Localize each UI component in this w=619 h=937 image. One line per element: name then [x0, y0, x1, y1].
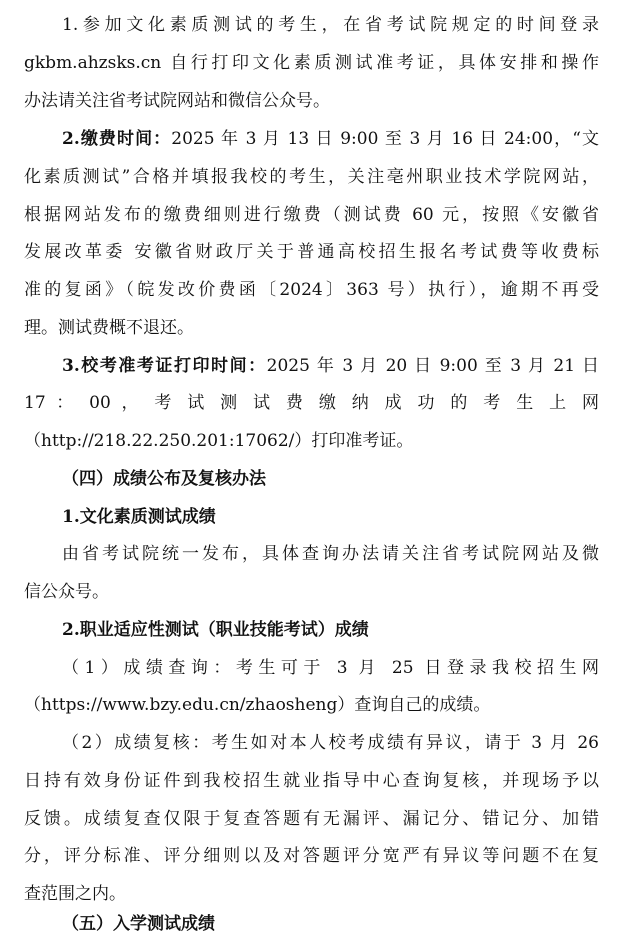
- paragraph-line: [24, 52, 599, 74]
- text-segment: 分，评分标准、评分细则以及对答题评分宽严有异议等问题不在复: [24, 846, 599, 866]
- text-segment: 根据网站发布的缴费细则进行缴费（测试费 60 元，按照《安徽省: [24, 205, 599, 225]
- paragraph-line: [62, 543, 599, 565]
- text-segment: 2025 年 3 月 13 日 9:00 至 3 月 16 日 24:00，“文: [171, 129, 599, 149]
- paragraph-line: [24, 90, 599, 112]
- text-segment: 办法请关注省考试院网站和微信公众号。: [24, 91, 330, 111]
- paragraph-line: [24, 845, 599, 867]
- paragraph-line: [24, 430, 599, 452]
- section-heading: [62, 468, 599, 490]
- text-segment: 化素质测试”合格并填报我校的考生，关注亳州职业技术学院网站，: [24, 167, 599, 187]
- item-heading: 3.校考准考证打印时间：: [62, 356, 267, 376]
- text-segment: （1）成绩查询：考生可于 3 月 25 日登录我校招生网: [62, 658, 599, 678]
- text-segment: 信公众号。: [24, 582, 109, 602]
- text-segment: 准的复函》（皖发改价费函〔2024〕363 号）执行），逾期不再受: [24, 280, 599, 300]
- paragraph-line: [24, 883, 599, 905]
- paragraph-line: [24, 204, 599, 226]
- text-segment: 17 ： 00 ， 考 试 测 试 费 缴 纳 成 功 的 考 生 上 网: [24, 393, 599, 413]
- paragraph-line: [24, 166, 599, 188]
- text-segment: 2025 年 3 月 20 日 9:00 至 3 月 21 日: [266, 356, 599, 376]
- text-segment: （http://218.22.250.201:17062/）打印准考证。: [24, 431, 414, 451]
- paragraph-line: [24, 241, 599, 263]
- section-heading-text: （四）成绩公布及复核办法: [62, 469, 266, 489]
- paragraph-line: [62, 128, 599, 150]
- text-segment: 反馈。成绩复查仅限于复查答题有无漏评、漏记分、错记分、加错: [24, 809, 599, 829]
- paragraph-line: [24, 770, 599, 792]
- text-segment: 理。测试费概不退还。: [24, 318, 194, 338]
- subsection-heading: [62, 506, 599, 528]
- paragraph-line: [62, 14, 599, 36]
- paragraph-line: [24, 808, 599, 830]
- paragraph-line: [24, 694, 599, 716]
- paragraph-line: [24, 581, 599, 603]
- text-segment: 1.参加文化素质测试的考生，在省考试院规定的时间登录: [62, 15, 599, 35]
- paragraph-line: [24, 317, 599, 339]
- paragraph-line: [62, 355, 599, 377]
- item-heading: 2.缴费时间：: [62, 129, 172, 149]
- subsection-heading: [62, 619, 599, 641]
- paragraph-line: [62, 657, 599, 679]
- text-segment: 由省考试院统一发布，具体查询办法请关注省考试院网站及微: [62, 544, 599, 564]
- text-segment: 日持有效身份证件到我校招生就业指导中心查询复核，并现场予以: [24, 771, 599, 791]
- paragraph-line: [62, 732, 599, 754]
- section-heading: [62, 913, 599, 935]
- text-segment: 查范围之内。: [24, 884, 126, 904]
- text-segment: gkbm.ahzsks.cn 自行打印文化素质测试准考证，具体安排和操作: [24, 53, 599, 73]
- paragraph-line: [24, 392, 599, 414]
- section-heading-text: （五）入学测试成绩: [62, 914, 215, 934]
- text-segment: （https://www.bzy.edu.cn/zhaosheng）查询自己的成绩。: [24, 695, 491, 715]
- subsection-heading-text: 2.职业适应性测试（职业技能考试）成绩: [62, 620, 369, 640]
- paragraph-line: [24, 279, 599, 301]
- text-segment: 发展改革委 安徽省财政厅关于普通高校招生报名考试费等收费标: [24, 242, 599, 262]
- subsection-heading-text: 1.文化素质测试成绩: [62, 507, 216, 527]
- text-segment: （2）成绩复核：考生如对本人校考成绩有异议，请于 3 月 26: [62, 733, 599, 753]
